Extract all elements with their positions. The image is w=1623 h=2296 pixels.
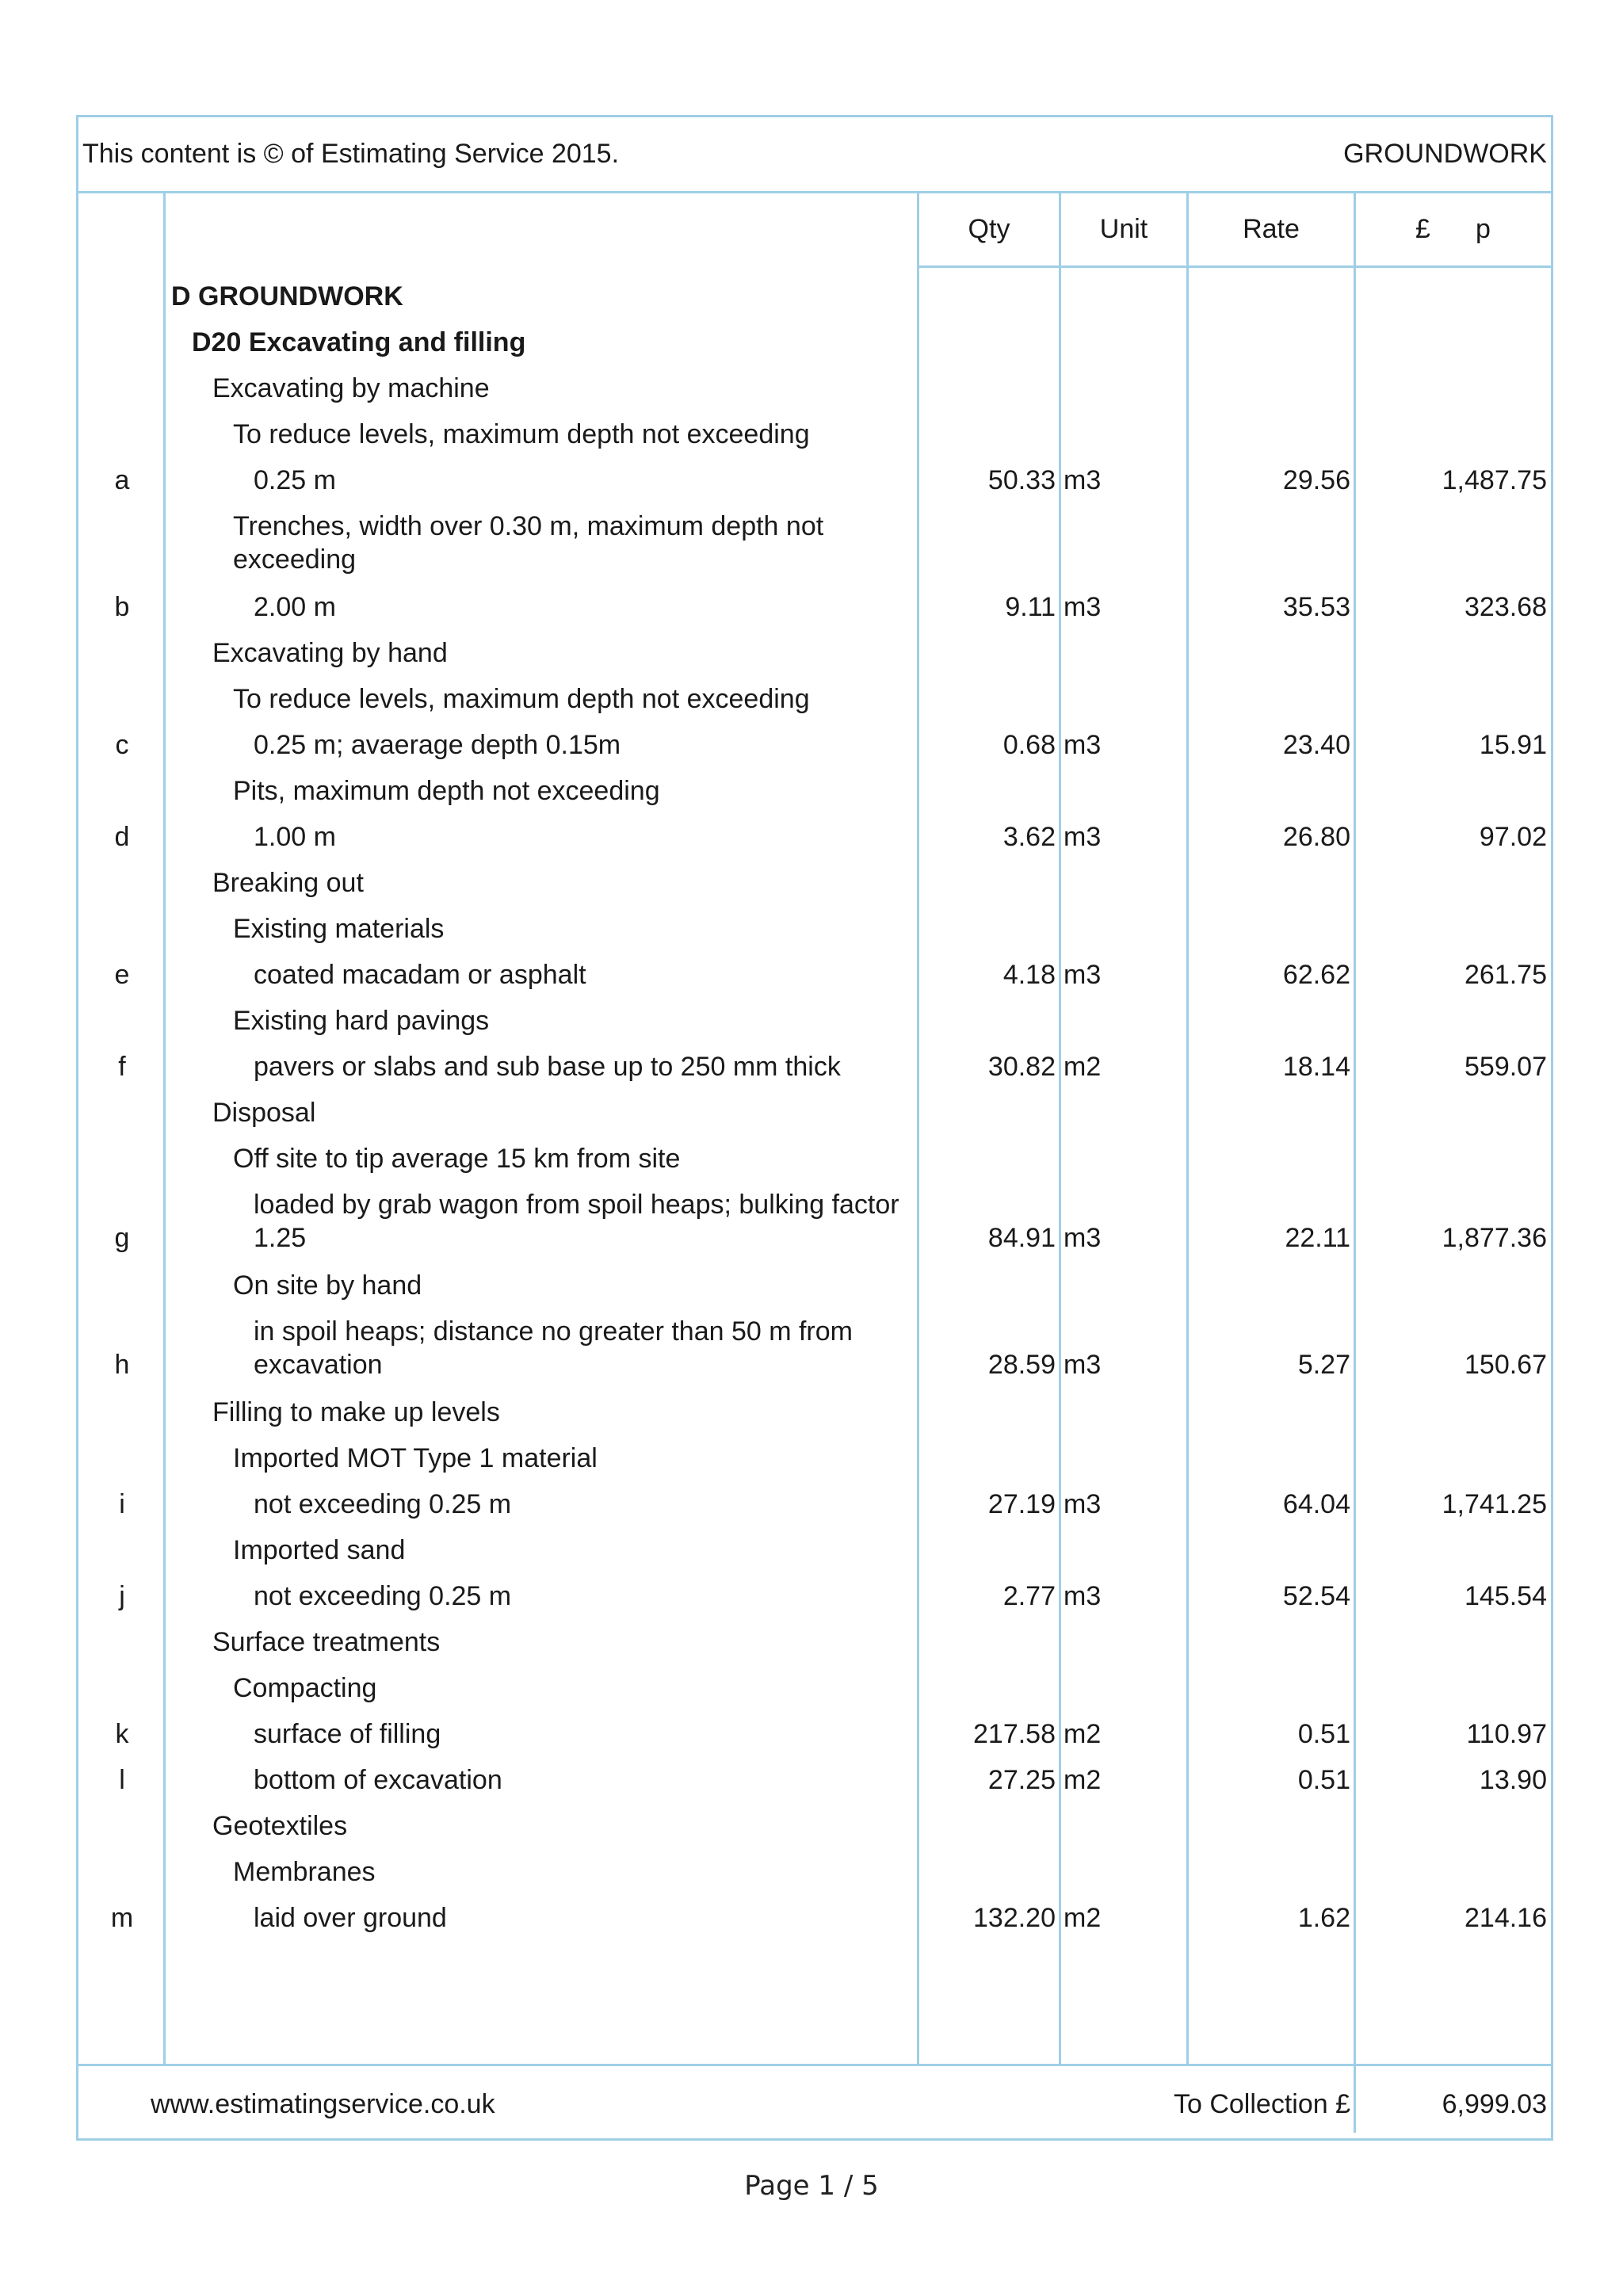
item-rate: 1.62 (1297, 1903, 1350, 1933)
item-total: 13.90 (1479, 1765, 1547, 1795)
item-qty: 30.82 (987, 1052, 1056, 1082)
item-qty: 132.20 (973, 1903, 1056, 1933)
item-total: 214.16 (1465, 1903, 1547, 1933)
unit-column-header: Unit (1099, 214, 1148, 244)
item-unit: m3 (1064, 960, 1102, 990)
pence-column-header: p (1476, 214, 1491, 244)
item-description: in spoil heaps; distance no greater than 50 m from excavation (254, 1316, 853, 1380)
item-unit: m2 (1064, 1052, 1102, 1082)
item-ref: e (114, 960, 130, 990)
item-rate: 35.53 (1282, 592, 1350, 622)
item-description: Excavating by hand (212, 638, 448, 668)
item-rate: 18.14 (1282, 1052, 1350, 1082)
item-description: Pits, maximum depth not exceeding (233, 776, 660, 806)
item-qty: 2.77 (1002, 1581, 1056, 1611)
item-ref: j (119, 1581, 125, 1611)
item-description: D GROUNDWORK (171, 281, 403, 311)
item-qty: 9.11 (1005, 592, 1056, 622)
item-total: 150.67 (1465, 1350, 1547, 1380)
item-unit: m3 (1064, 1581, 1102, 1611)
item-total: 1,877.36 (1442, 1223, 1547, 1253)
item-total: 110.97 (1466, 1719, 1547, 1749)
item-qty: 4.18 (1002, 960, 1056, 990)
item-ref: l (119, 1765, 125, 1795)
item-description: surface of filling (254, 1719, 441, 1749)
item-qty: 50.33 (987, 465, 1056, 495)
item-description: not exceeding 0.25 m (254, 1581, 512, 1611)
item-ref: a (114, 465, 130, 495)
item-description: pavers or slabs and sub base up to 250 mm thick (254, 1052, 841, 1082)
item-qty: 217.58 (973, 1719, 1056, 1749)
item-ref: d (114, 822, 130, 852)
item-unit: m3 (1064, 592, 1102, 622)
item-description: Imported sand (233, 1535, 406, 1565)
item-ref: k (115, 1719, 129, 1749)
item-description: D20 Excavating and filling (192, 327, 526, 357)
item-qty: 3.62 (1002, 822, 1056, 852)
item-description: Filling to make up levels (212, 1397, 500, 1427)
item-rate: 22.11 (1285, 1223, 1350, 1253)
item-rate: 23.40 (1282, 730, 1350, 760)
item-description: Trenches, width over 0.30 m, maximum depth not exceeding (233, 511, 824, 575)
item-description: 0.25 m; avaerage depth 0.15m (254, 730, 621, 760)
item-total: 1,487.75 (1442, 465, 1547, 495)
item-rate: 0.51 (1297, 1719, 1350, 1749)
item-description: Breaking out (212, 868, 364, 898)
page-number: Page 1 / 5 (744, 2170, 879, 2202)
item-rate: 26.80 (1282, 822, 1350, 852)
item-description: Imported MOT Type 1 material (233, 1443, 598, 1473)
qty-column-header: Qty (968, 214, 1010, 244)
footer-divider (76, 2064, 1553, 2066)
item-total: 261.75 (1465, 960, 1547, 990)
item-rate: 52.54 (1282, 1581, 1350, 1611)
item-unit: m3 (1064, 1350, 1102, 1380)
item-unit: m2 (1064, 1903, 1102, 1933)
item-ref: i (119, 1489, 125, 1519)
item-description: Compacting (233, 1673, 377, 1703)
item-qty: 84.91 (987, 1223, 1056, 1253)
item-unit: m3 (1064, 465, 1102, 495)
item-description: laid over ground (254, 1903, 447, 1933)
item-unit: m3 (1064, 730, 1102, 760)
item-ref: h (114, 1350, 130, 1380)
item-ref: f (118, 1052, 126, 1082)
item-description: Disposal (212, 1098, 316, 1128)
item-unit: m3 (1064, 822, 1102, 852)
item-qty: 0.68 (1002, 730, 1056, 760)
item-qty: 28.59 (987, 1350, 1056, 1380)
item-description: Off site to tip average 15 km from site (233, 1144, 681, 1174)
column-header-divider (917, 266, 1553, 268)
item-ref: g (114, 1223, 130, 1253)
item-qty: 27.19 (987, 1489, 1056, 1519)
website-link[interactable]: www.estimatingservice.co.uk (151, 2089, 495, 2119)
item-description: Geotextiles (212, 1811, 348, 1841)
item-total: 323.68 (1465, 592, 1547, 622)
item-description: Existing materials (233, 914, 445, 944)
item-description: To reduce levels, maximum depth not exceeding (233, 419, 810, 449)
item-ref: c (115, 730, 129, 760)
item-total: 15.91 (1479, 730, 1547, 760)
item-unit: m2 (1064, 1765, 1102, 1795)
item-description: Excavating by machine (212, 373, 490, 403)
item-description: 1.00 m (254, 822, 336, 852)
item-unit: m3 (1064, 1223, 1102, 1253)
item-ref: m (110, 1903, 134, 1933)
ref-column-divider (163, 191, 166, 2065)
item-description: To reduce levels, maximum depth not exceeding (233, 684, 810, 714)
header-divider (76, 191, 1553, 193)
item-rate: 0.51 (1297, 1765, 1350, 1795)
item-rate: 64.04 (1282, 1489, 1350, 1519)
qty-column-divider (1059, 191, 1061, 2065)
item-description: 0.25 m (254, 465, 336, 495)
item-qty: 27.25 (987, 1765, 1056, 1795)
item-description: 2.00 m (254, 592, 336, 622)
item-total: 145.54 (1465, 1581, 1547, 1611)
item-rate: 29.56 (1282, 465, 1350, 495)
rate-column-divider (1354, 191, 1356, 2133)
copyright-notice: This content is © of Estimating Service 2015. (82, 139, 620, 169)
item-unit: m3 (1064, 1489, 1102, 1519)
item-total: 1,741.25 (1442, 1489, 1547, 1519)
item-total: 559.07 (1465, 1052, 1547, 1082)
item-description: Existing hard pavings (233, 1006, 490, 1036)
collection-total: 6,999.03 (1442, 2089, 1547, 2119)
item-ref: b (114, 592, 130, 622)
item-rate: 62.62 (1282, 960, 1350, 990)
collection-label: To Collection £ (1173, 2089, 1350, 2119)
item-description: loaded by grab wagon from spoil heaps; bulking factor 1.25 (254, 1190, 899, 1253)
item-description: Surface treatments (212, 1627, 441, 1657)
item-description: Membranes (233, 1857, 376, 1887)
item-description: bottom of excavation (254, 1765, 502, 1795)
item-description: not exceeding 0.25 m (254, 1489, 512, 1519)
rate-column-header: Rate (1243, 214, 1300, 244)
item-total: 97.02 (1479, 822, 1547, 852)
item-rate: 5.27 (1297, 1350, 1350, 1380)
pounds-column-header: £ (1415, 214, 1430, 244)
item-unit: m2 (1064, 1719, 1102, 1749)
section-title: GROUNDWORK (1343, 139, 1547, 169)
item-description: coated macadam or asphalt (254, 960, 586, 990)
item-description: On site by hand (233, 1270, 422, 1301)
